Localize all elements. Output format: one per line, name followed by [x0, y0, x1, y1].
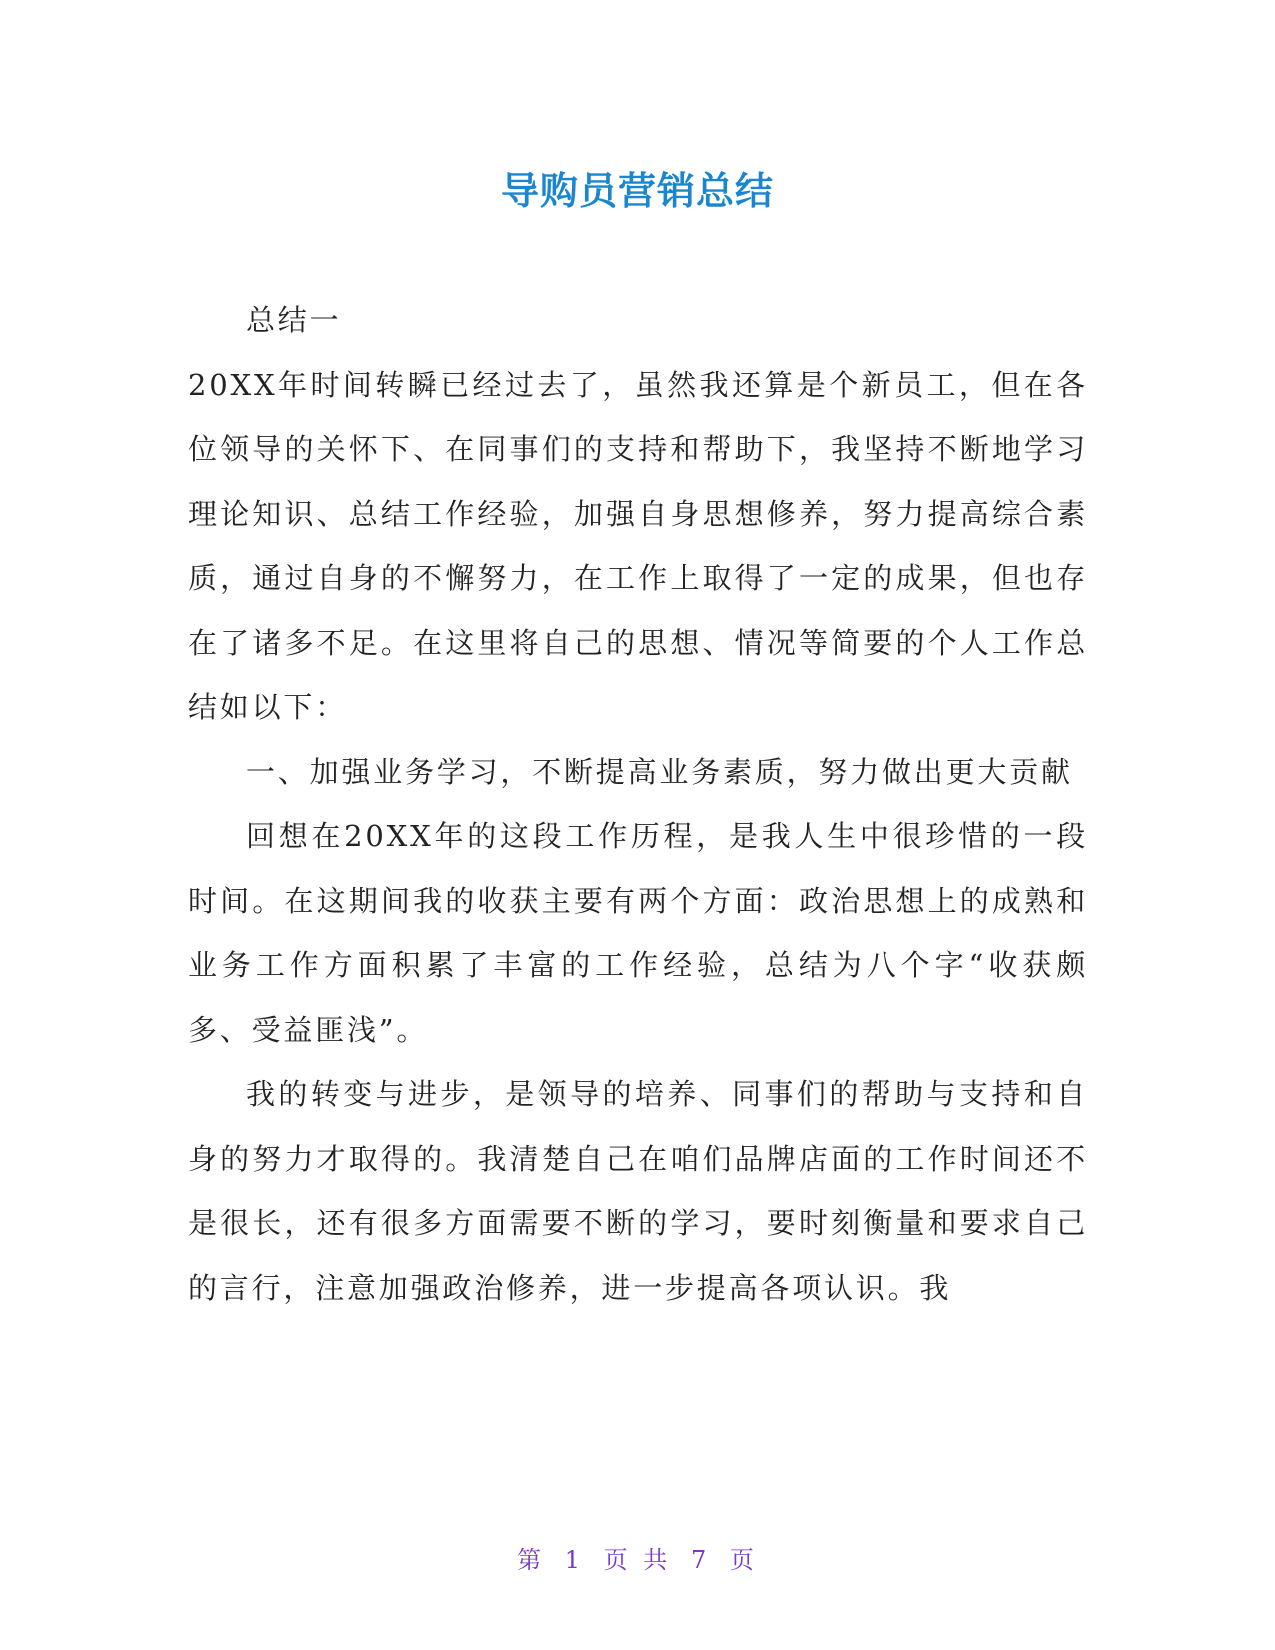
section-heading-summary-one: 总结一	[246, 303, 342, 337]
section-heading-one: 一、加强业务学习，不断提高业务素质，努力做出更大贡献	[246, 754, 1073, 789]
footer-total-pages: 7	[690, 1546, 711, 1574]
footer-prefix: 第	[517, 1546, 546, 1574]
paragraph-intro: 20XX年时间转瞬已经过去了，虽然我还算是个新员工，但在各位领导的关怀下、在同事们的支持和帮助下，我坚持不断地学习理论知识、总结工作经验，加强自身思想修养，努力提高综合素质，通过自身的不懈努力，在工作上取得了一定的成果，但也存在了诸多不足。在这里将自己的思想、情况等简要的个人工作总结如以下：	[188, 367, 1088, 724]
paragraph-progress: 我的转变与进步，是领导的培养、同事们的帮助与支持和自身的努力才取得的。我清楚自己在咱们品牌店面的工作时间还不是很长，还有很多方面需要不断的学习，要时刻衡量和要求自己的言行，注意加强政治修养，进一步提高各项认识。我	[188, 1077, 1088, 1305]
footer-middle: 页 共	[603, 1546, 672, 1574]
document-body	[188, 288, 1088, 1320]
footer-suffix: 页	[729, 1546, 758, 1574]
document-title: 导购员营销总结	[500, 169, 774, 213]
page-footer	[0, 1540, 1275, 1575]
footer-current-page: 1	[564, 1546, 585, 1574]
paragraph-reflection: 回想在20XX年的这段工作历程，是我人生中很珍惜的一段时间。在这期间我的收获主要有两个方面：政治思想上的成熟和业务工作方面积累了丰富的工作经验，总结为八个字“收获颇多、受益匪浅”。	[188, 819, 1088, 1047]
